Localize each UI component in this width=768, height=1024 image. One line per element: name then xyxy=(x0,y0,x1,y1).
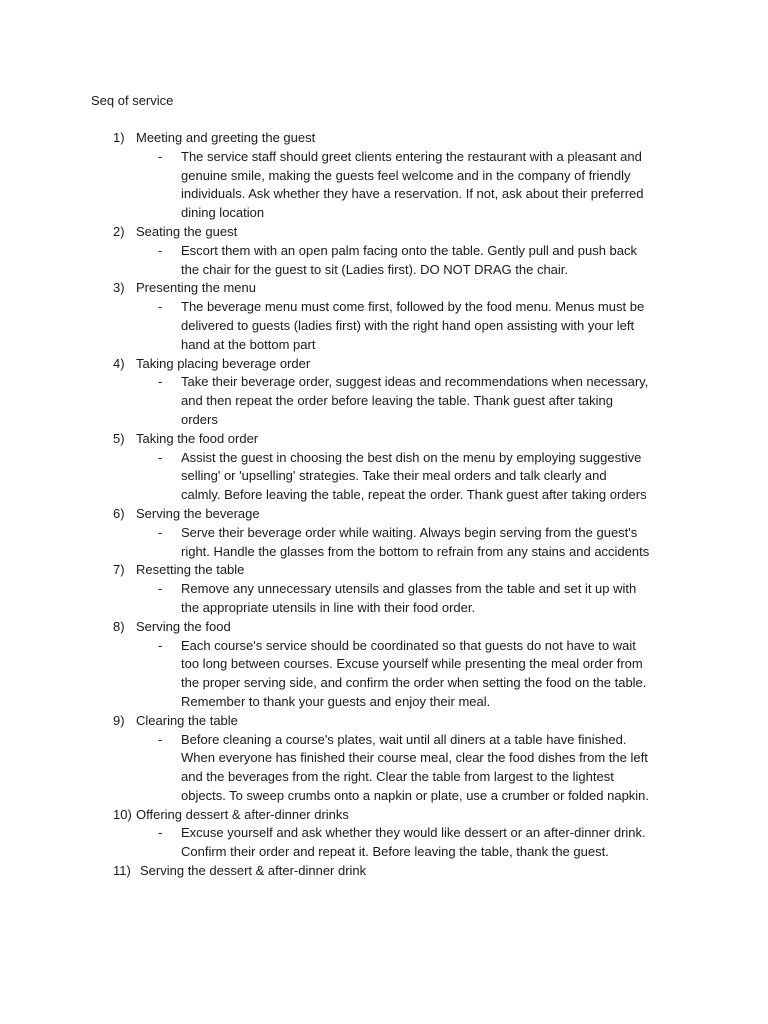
detail-line: individuals. Ask whether they have a reservation. If not, ask about their preferred xyxy=(181,186,644,202)
detail-line: genuine smile, making the guests feel welcome and in the company of friendly xyxy=(181,167,631,183)
step-item xyxy=(0,223,768,279)
detail-line: the chair for the guest to sit (Ladies first). DO NOT DRAG the chair. xyxy=(181,261,569,277)
document-title: Seq of service xyxy=(91,93,174,108)
detail-line: When everyone has finished their course meal, clear the food dishes from the left xyxy=(181,750,648,766)
detail-line: calmly. Before leaving the table, repeat the order. Thank guest after taking orders xyxy=(181,487,647,503)
step-detail-text xyxy=(181,580,679,618)
step-item xyxy=(0,806,768,862)
detail-line: the proper serving side, and confirm the order when setting the food on the table. xyxy=(181,675,647,691)
detail-line: Excuse yourself and ask whether they would like dessert or an after-dinner drink. xyxy=(181,825,646,841)
step-number: 6) xyxy=(113,505,125,521)
step-heading xyxy=(0,223,768,242)
detail-line: delivered to guests (ladies first) with the right hand open assisting with your left xyxy=(181,317,635,333)
dash-bullet: - xyxy=(158,581,163,597)
step-item xyxy=(0,430,768,505)
step-number: 5) xyxy=(113,430,125,446)
step-detail xyxy=(0,373,768,429)
step-number: 8) xyxy=(113,618,125,634)
step-detail xyxy=(0,824,768,862)
step-title: Presenting the menu xyxy=(136,280,256,296)
step-detail xyxy=(0,731,768,806)
detail-line: selling' or 'upselling' strategies. Take their meal orders and talk clearly and xyxy=(181,468,607,484)
step-heading xyxy=(0,561,768,580)
detail-line: too long between courses. Excuse yourself while presenting the meal order from xyxy=(181,656,643,672)
step-title: Taking the food order xyxy=(136,430,259,446)
dash-bullet: - xyxy=(158,242,163,258)
detail-line: orders xyxy=(181,411,218,427)
step-item xyxy=(0,279,768,354)
service-steps-list xyxy=(0,129,768,881)
step-heading xyxy=(0,430,768,449)
detail-line: objects. To sweep crumbs onto a napkin or plate, use a crumber or folded napkin. xyxy=(181,787,650,803)
step-number: 10) xyxy=(113,806,132,822)
step-detail xyxy=(0,449,768,505)
detail-line: the appropriate utensils in line with their food order. xyxy=(181,599,476,615)
step-number: 3) xyxy=(113,280,125,296)
step-heading xyxy=(0,712,768,731)
detail-line: The beverage menu must come first, followed by the food menu. Menus must be xyxy=(181,299,645,315)
step-number: 11) xyxy=(113,863,131,879)
step-detail-text xyxy=(181,824,679,862)
step-heading xyxy=(0,862,768,881)
detail-line: Remember to thank your guests and enjoy their meal. xyxy=(181,693,491,709)
detail-line: hand at the bottom part xyxy=(181,336,316,352)
step-detail xyxy=(0,242,768,280)
step-title: Clearing the table xyxy=(136,712,238,728)
step-title: Taking placing beverage order xyxy=(136,355,311,371)
dash-bullet: - xyxy=(158,299,163,315)
step-item xyxy=(0,355,768,430)
step-detail xyxy=(0,580,768,618)
step-title: Seating the guest xyxy=(136,223,238,239)
step-number: 9) xyxy=(113,712,125,728)
step-detail-text xyxy=(181,449,679,505)
dash-bullet: - xyxy=(158,524,163,540)
step-heading xyxy=(0,505,768,524)
detail-line: and the beverages from the right. Clear the table from largest to the lightest xyxy=(181,769,614,785)
step-heading xyxy=(0,279,768,298)
step-item xyxy=(0,618,768,712)
detail-line: Confirm their order and repeat it. Before leaving the table, thank the guest. xyxy=(181,844,609,860)
detail-line: Each course's service should be coordinated so that guests do not have to wait xyxy=(181,637,636,653)
detail-line: and then repeat the order before leaving the table. Thank guest after taking xyxy=(181,393,613,409)
step-number: 7) xyxy=(113,562,125,578)
step-item xyxy=(0,129,768,223)
step-detail-text xyxy=(181,637,679,712)
detail-line: Escort them with an open palm facing onto the table. Gently pull and push back xyxy=(181,242,637,258)
step-title: Serving the food xyxy=(136,618,231,634)
step-detail-text xyxy=(181,242,679,280)
step-detail xyxy=(0,298,768,354)
step-heading xyxy=(0,806,768,825)
step-detail-text xyxy=(181,524,679,562)
step-heading xyxy=(0,129,768,148)
step-detail xyxy=(0,148,768,223)
step-title: Offering dessert & after-dinner drinks xyxy=(136,806,349,822)
step-detail-text xyxy=(181,298,679,354)
step-title: Serving the beverage xyxy=(136,505,260,521)
dash-bullet: - xyxy=(158,637,163,653)
step-detail-text xyxy=(181,148,679,223)
step-item xyxy=(0,561,768,617)
step-title: Meeting and greeting the guest xyxy=(136,130,316,145)
step-detail-text xyxy=(181,731,679,806)
step-number: 4) xyxy=(113,355,125,371)
step-detail xyxy=(0,637,768,712)
step-number: 2) xyxy=(113,223,125,239)
dash-bullet: - xyxy=(158,825,163,841)
detail-line: Serve their beverage order while waiting. Always begin serving from the guest's xyxy=(181,524,638,540)
step-number: 1) xyxy=(113,130,125,145)
dash-bullet: - xyxy=(158,731,163,747)
detail-line: Before cleaning a course's plates, wait until all diners at a table have finished. xyxy=(181,731,627,747)
detail-line: The service staff should greet clients entering the restaurant with a pleasant and xyxy=(181,148,642,164)
detail-line: Remove any unnecessary utensils and glasses from the table and set it up with xyxy=(181,581,637,597)
dash-bullet: - xyxy=(158,449,163,465)
step-item xyxy=(0,862,768,881)
detail-line: dining location xyxy=(181,205,265,221)
step-title: Serving the dessert & after-dinner drink xyxy=(140,863,367,879)
detail-line: Take their beverage order, suggest ideas and recommendations when necessary, xyxy=(181,374,649,390)
step-item xyxy=(0,712,768,806)
step-heading xyxy=(0,618,768,637)
step-item xyxy=(0,505,768,561)
step-detail-text xyxy=(181,373,679,429)
step-detail xyxy=(0,524,768,562)
dash-bullet: - xyxy=(158,148,163,164)
dash-bullet: - xyxy=(158,374,163,390)
detail-line: Assist the guest in choosing the best dish on the menu by employing suggestive xyxy=(181,449,642,465)
step-title: Resetting the table xyxy=(136,562,245,578)
step-heading xyxy=(0,355,768,374)
detail-line: right. Handle the glasses from the bottom to refrain from any stains and accidents xyxy=(181,543,650,559)
